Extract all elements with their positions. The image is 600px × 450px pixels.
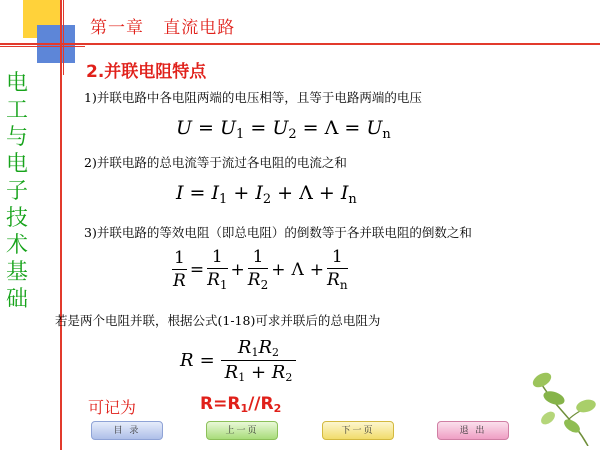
decor-vertical-line [60,0,62,450]
note-label: 可记为 [88,398,137,417]
point-4-text: 若是两个电阻并联，根据公式(1-18)可求并联后的总电阻为 [55,313,381,328]
course-title-char: 工 [5,98,28,123]
course-title-char: 电 [5,71,28,96]
two-resistor-equation: R = $\frac{R_1R_2}{R_1 + R_2}$ [180,337,296,384]
course-title-char: 与 [5,125,28,150]
point-2-text: 2)并联电路的总电流等于流过各电阻的电流之和 [84,155,347,170]
voltage-equation: $U = U_1 = U_2 = \Lambda = U_n$ [176,117,391,142]
chapter-title: 第一章 直流电路 [90,18,236,38]
course-title-char: 基 [5,260,28,285]
course-title-char: 技 [5,206,28,231]
decor-horizontal-line-thin [0,46,85,47]
index-button[interactable]: 目 录 [91,421,163,440]
course-title-char: 术 [5,233,28,258]
plant-decoration-icon [528,358,600,446]
resistance-reciprocal-equation: $\frac{1}{R}$ = $\frac{1}{R_1}$ + $\frac{1}{R_2}$ + Λ + $\frac{1}{R_n}$ [173,247,348,292]
next-page-button[interactable]: 下一页 [322,421,394,440]
point-1-text: 1)并联电路中各电阻两端的电压相等，且等于电路两端的电压 [84,90,422,105]
note-formula: $R=R_1//R_2$ [200,394,282,415]
course-title-char: 础 [5,287,28,312]
decor-horizontal-line [0,43,600,45]
previous-page-button[interactable]: 上一页 [206,421,278,440]
course-title-vertical [2,70,32,313]
course-title-char: 电 [5,152,28,177]
exit-button[interactable]: 退 出 [437,421,509,440]
current-equation: $I = I_1 + I_2 + \Lambda + I_n$ [176,182,357,207]
course-title-char: 子 [5,179,28,204]
decor-vertical-line-thin [63,0,64,75]
point-3-text: 3)并联电路的等效电阻（即总电阻）的倒数等于各并联电阻的倒数之和 [84,225,472,240]
section-title: 2.并联电阻特点 [86,62,207,82]
